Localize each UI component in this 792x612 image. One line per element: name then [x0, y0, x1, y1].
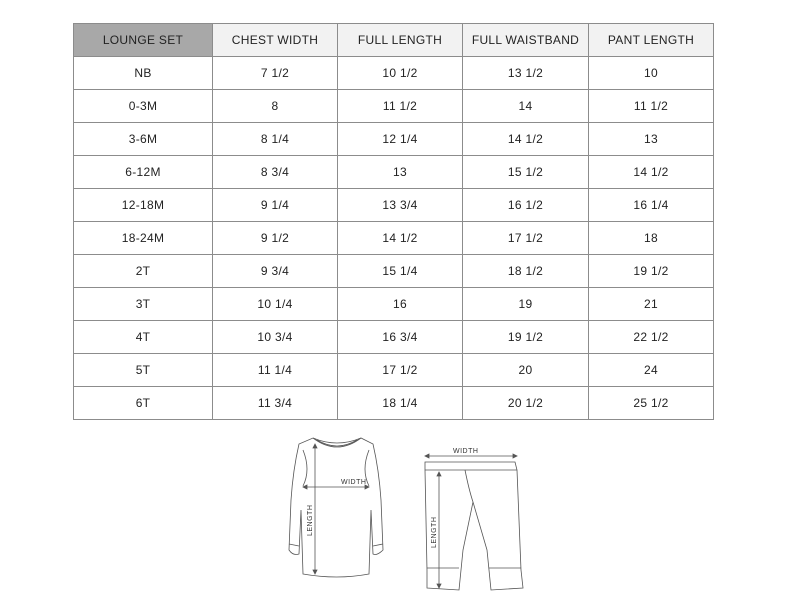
table-row	[74, 57, 714, 90]
cell-full-waistband: 15 1/2	[463, 156, 589, 189]
cell-pant-length: 18	[589, 222, 714, 255]
header-lounge-set: LOUNGE SET	[74, 24, 213, 57]
shirt-drawing	[289, 438, 383, 577]
cell-pant-length: 24	[589, 354, 714, 387]
cell-chest-width: 7 1/2	[213, 57, 338, 90]
cell-full-length: 17 1/2	[338, 354, 463, 387]
cell-chest-width: 9 1/4	[213, 189, 338, 222]
cell-size: 2T	[74, 255, 213, 288]
cell-pant-length: 13	[589, 123, 714, 156]
table-row	[74, 354, 714, 387]
cell-chest-width: 9 1/2	[213, 222, 338, 255]
cell-full-waistband: 18 1/2	[463, 255, 589, 288]
pants-length-label: LENGTH	[431, 516, 438, 548]
cell-full-length: 13	[338, 156, 463, 189]
pants-width-label: WIDTH	[453, 448, 479, 455]
table-row	[74, 387, 714, 420]
cell-full-waistband: 16 1/2	[463, 189, 589, 222]
cell-chest-width: 8 3/4	[213, 156, 338, 189]
cell-full-length: 14 1/2	[338, 222, 463, 255]
header-row	[74, 24, 714, 57]
cell-pant-length: 10	[589, 57, 714, 90]
cell-size: NB	[74, 57, 213, 90]
pants-drawing	[425, 462, 523, 590]
cell-full-length: 13 3/4	[338, 189, 463, 222]
cell-chest-width: 8 1/4	[213, 123, 338, 156]
cell-size: 5T	[74, 354, 213, 387]
cell-size: 0-3M	[74, 90, 213, 123]
cell-size: 18-24M	[74, 222, 213, 255]
cell-full-waistband: 14	[463, 90, 589, 123]
cell-pant-length: 25 1/2	[589, 387, 714, 420]
cell-full-waistband: 14 1/2	[463, 123, 589, 156]
table-row	[74, 123, 714, 156]
table-row	[74, 288, 714, 321]
cell-full-length: 12 1/4	[338, 123, 463, 156]
cell-chest-width: 8	[213, 90, 338, 123]
cell-pant-length: 19 1/2	[589, 255, 714, 288]
cell-pant-length: 14 1/2	[589, 156, 714, 189]
header-full-waistband: FULL WAISTBAND	[463, 24, 589, 57]
cell-full-waistband: 19	[463, 288, 589, 321]
cell-pant-length: 21	[589, 288, 714, 321]
cell-chest-width: 11 1/4	[213, 354, 338, 387]
cell-full-waistband: 17 1/2	[463, 222, 589, 255]
cell-full-waistband: 20	[463, 354, 589, 387]
cell-size: 6T	[74, 387, 213, 420]
cell-pant-length: 11 1/2	[589, 90, 714, 123]
table-row	[74, 90, 714, 123]
size-chart-table	[73, 23, 714, 420]
cell-size: 12-18M	[74, 189, 213, 222]
cell-full-length: 10 1/2	[338, 57, 463, 90]
cell-chest-width: 9 3/4	[213, 255, 338, 288]
header-pant-length: PANT LENGTH	[589, 24, 714, 57]
shirt-width-label: WIDTH	[341, 479, 367, 486]
cell-full-length: 11 1/2	[338, 90, 463, 123]
cell-chest-width: 10 3/4	[213, 321, 338, 354]
cell-chest-width: 11 3/4	[213, 387, 338, 420]
table-row	[74, 222, 714, 255]
cell-full-length: 18 1/4	[338, 387, 463, 420]
header-full-length: FULL LENGTH	[338, 24, 463, 57]
table-row	[74, 255, 714, 288]
cell-full-waistband: 20 1/2	[463, 387, 589, 420]
table-row	[74, 321, 714, 354]
cell-full-length: 15 1/4	[338, 255, 463, 288]
cell-full-waistband: 19 1/2	[463, 321, 589, 354]
cell-full-length: 16	[338, 288, 463, 321]
table-row	[74, 189, 714, 222]
cell-pant-length: 16 1/4	[589, 189, 714, 222]
header-chest-width: CHEST WIDTH	[213, 24, 338, 57]
cell-full-waistband: 13 1/2	[463, 57, 589, 90]
cell-full-length: 16 3/4	[338, 321, 463, 354]
cell-size: 3-6M	[74, 123, 213, 156]
shirt-length-label: LENGTH	[307, 504, 314, 536]
cell-size: 3T	[74, 288, 213, 321]
cell-chest-width: 10 1/4	[213, 288, 338, 321]
cell-size: 6-12M	[74, 156, 213, 189]
table-body	[74, 57, 714, 420]
cell-pant-length: 22 1/2	[589, 321, 714, 354]
table-row	[74, 156, 714, 189]
garment-illustration	[265, 430, 535, 600]
cell-size: 4T	[74, 321, 213, 354]
